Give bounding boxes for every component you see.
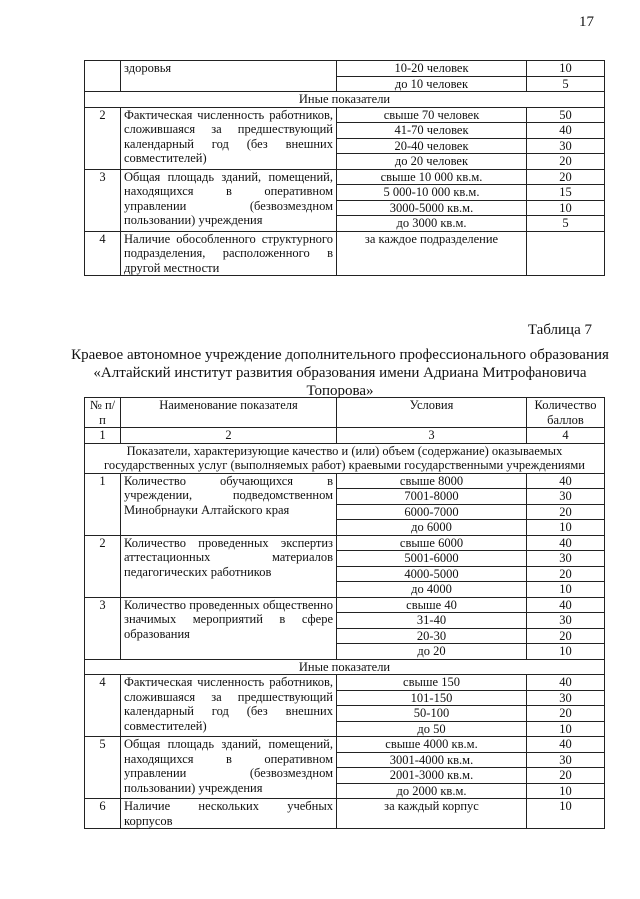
indicator-name: Общая площадь зданий, помещений, находящихся в оперативном управлении (безвозмездном пользовании) учреждения bbox=[121, 169, 337, 231]
condition-cell: 3000-5000 кв.м. bbox=[337, 200, 527, 216]
table-row bbox=[85, 737, 605, 753]
points-cell: 10 bbox=[527, 61, 605, 77]
points-cell: 10 bbox=[527, 582, 605, 598]
section-row bbox=[85, 92, 605, 108]
header-num: № п/п bbox=[85, 398, 121, 428]
condition-cell: 2001-3000 кв.м. bbox=[337, 768, 527, 784]
condition-cell: 41-70 человек bbox=[337, 123, 527, 139]
row-number: 2 bbox=[85, 535, 121, 597]
condition-cell: до 10 человек bbox=[337, 76, 527, 92]
condition-cell: 4000-5000 bbox=[337, 566, 527, 582]
condition-cell: за каждое подразделение bbox=[337, 231, 527, 276]
points-cell: 10 bbox=[527, 783, 605, 799]
section-quality-heading: Показатели, характеризующие качество и (или) объем (содержание) оказываемых государственных услуг (выполняемых работ) краевыми государственными учреждениями bbox=[85, 443, 605, 473]
table-row bbox=[85, 799, 605, 829]
condition-cell: до 2000 кв.м. bbox=[337, 783, 527, 799]
condition-cell: 5001-6000 bbox=[337, 551, 527, 567]
condition-cell: до 6000 bbox=[337, 520, 527, 536]
top-table-body bbox=[85, 61, 605, 276]
points-cell: 40 bbox=[527, 123, 605, 139]
header-name: Наименование показателя bbox=[121, 398, 337, 428]
points-cell: 5 bbox=[527, 76, 605, 92]
condition-cell: до 20 bbox=[337, 644, 527, 660]
table-row bbox=[85, 535, 605, 551]
points-cell: 5 bbox=[527, 216, 605, 232]
table-row bbox=[85, 169, 605, 185]
row-number: 6 bbox=[85, 799, 121, 829]
points-cell: 20 bbox=[527, 169, 605, 185]
points-cell: 10 bbox=[527, 520, 605, 536]
table-row bbox=[85, 61, 605, 77]
table-7-body bbox=[85, 398, 605, 829]
indicator-name: Фактическая численность работников, сложившаяся за предшествующий календарный год (без внешних совместителей) bbox=[121, 675, 337, 737]
points-cell: 30 bbox=[527, 690, 605, 706]
condition-cell: свыше 4000 кв.м. bbox=[337, 737, 527, 753]
section-row bbox=[85, 659, 605, 675]
condition-cell: 10-20 человек bbox=[337, 61, 527, 77]
table-label: Таблица 7 bbox=[527, 322, 592, 338]
row-number: 4 bbox=[85, 675, 121, 737]
table-row bbox=[85, 473, 605, 489]
points-cell: 30 bbox=[527, 613, 605, 629]
col-number: 4 bbox=[527, 428, 605, 444]
row-number: 2 bbox=[85, 107, 121, 169]
indicator-name: здоровья bbox=[121, 61, 337, 92]
condition-cell: 6000-7000 bbox=[337, 504, 527, 520]
points-cell: 50 bbox=[527, 107, 605, 123]
indicator-name: Количество обучающихся в учреждении, подведомственном Минобрнауки Алтайского края bbox=[121, 473, 337, 535]
points-cell: 20 bbox=[527, 706, 605, 722]
table-row bbox=[85, 231, 605, 276]
condition-cell: 7001-8000 bbox=[337, 489, 527, 505]
col-number: 1 bbox=[85, 428, 121, 444]
indicator-name: Количество проведенных общественно значимых мероприятий в сфере образования bbox=[121, 597, 337, 659]
table-7 bbox=[84, 397, 605, 829]
table-heading: Краевое автономное учреждение дополнительного профессионального образования «Алтайский институт развития образования имени Адриана Митрофановича Топорова» bbox=[71, 347, 609, 399]
points-cell: 40 bbox=[527, 535, 605, 551]
header-row bbox=[85, 398, 605, 428]
points-cell: 40 bbox=[527, 597, 605, 613]
row-number: 4 bbox=[85, 231, 121, 276]
column-number-row bbox=[85, 428, 605, 444]
indicator-name: Фактическая численность работников, сложившаяся за предшествующий календарный год (без внешних совместителей) bbox=[121, 107, 337, 169]
indicator-name: Общая площадь зданий, помещений, находящихся в оперативном управлении (безвозмездном пользовании) учреждения bbox=[121, 737, 337, 799]
condition-cell: свыше 8000 bbox=[337, 473, 527, 489]
table-row bbox=[85, 597, 605, 613]
num-cell bbox=[85, 61, 121, 92]
points-cell: 20 bbox=[527, 504, 605, 520]
row-number: 3 bbox=[85, 597, 121, 659]
indicator-name: Наличие нескольких учебных корпусов bbox=[121, 799, 337, 829]
condition-cell: 3001-4000 кв.м. bbox=[337, 752, 527, 768]
row-number: 1 bbox=[85, 473, 121, 535]
row-number: 5 bbox=[85, 737, 121, 799]
points-cell: 20 bbox=[527, 566, 605, 582]
points-cell: 30 bbox=[527, 489, 605, 505]
points-cell: 20 bbox=[527, 154, 605, 170]
points-cell: 15 bbox=[527, 185, 605, 201]
top-table bbox=[84, 60, 605, 276]
points-cell: 10 bbox=[527, 200, 605, 216]
points-cell: 30 bbox=[527, 752, 605, 768]
points-cell: 40 bbox=[527, 737, 605, 753]
col-number: 3 bbox=[337, 428, 527, 444]
points-cell: 40 bbox=[527, 675, 605, 691]
condition-cell: свыше 70 человек bbox=[337, 107, 527, 123]
points-cell: 20 bbox=[527, 628, 605, 644]
condition-cell: за каждый корпус bbox=[337, 799, 527, 829]
points-cell: 40 bbox=[527, 473, 605, 489]
points-cell: 20 bbox=[527, 768, 605, 784]
condition-cell: 50-100 bbox=[337, 706, 527, 722]
condition-cell: свыше 150 bbox=[337, 675, 527, 691]
section-other-heading: Иные показатели bbox=[85, 659, 605, 675]
points-cell: 30 bbox=[527, 551, 605, 567]
condition-cell: 5 000-10 000 кв.м. bbox=[337, 185, 527, 201]
points-cell bbox=[527, 231, 605, 276]
condition-cell: до 50 bbox=[337, 721, 527, 737]
condition-cell: 20-40 человек bbox=[337, 138, 527, 154]
condition-cell: 31-40 bbox=[337, 613, 527, 629]
indicator-name: Количество проведенных экспертиз аттестационных материалов педагогических работников bbox=[121, 535, 337, 597]
condition-cell: 101-150 bbox=[337, 690, 527, 706]
points-cell: 10 bbox=[527, 799, 605, 829]
page-number: 17 bbox=[579, 14, 594, 30]
col-number: 2 bbox=[121, 428, 337, 444]
points-cell: 10 bbox=[527, 721, 605, 737]
points-cell: 10 bbox=[527, 644, 605, 660]
row-number: 3 bbox=[85, 169, 121, 231]
condition-cell: свыше 10 000 кв.м. bbox=[337, 169, 527, 185]
condition-cell: до 3000 кв.м. bbox=[337, 216, 527, 232]
condition-cell: до 20 человек bbox=[337, 154, 527, 170]
table-row bbox=[85, 675, 605, 691]
condition-cell: до 4000 bbox=[337, 582, 527, 598]
condition-cell: свыше 40 bbox=[337, 597, 527, 613]
section-other-heading: Иные показатели bbox=[85, 92, 605, 108]
points-cell: 30 bbox=[527, 138, 605, 154]
header-condition: Условия bbox=[337, 398, 527, 428]
section-row bbox=[85, 443, 605, 473]
condition-cell: 20-30 bbox=[337, 628, 527, 644]
header-points: Количество баллов bbox=[527, 398, 605, 428]
condition-cell: свыше 6000 bbox=[337, 535, 527, 551]
indicator-name: Наличие обособленного структурного подразделения, расположенного в другой местности bbox=[121, 231, 337, 276]
table-row bbox=[85, 107, 605, 123]
